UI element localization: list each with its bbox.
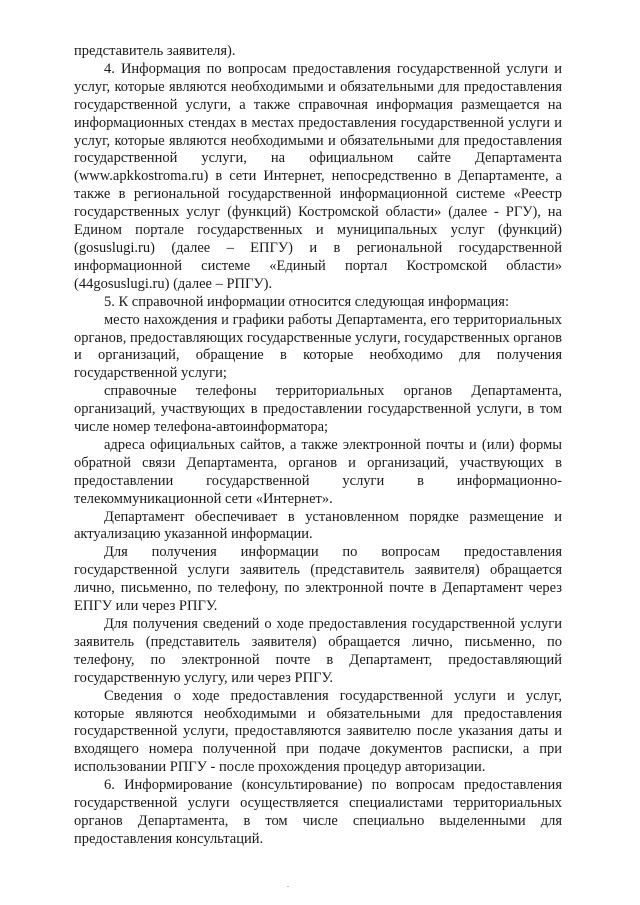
scan-speck [287,886,289,887]
paragraph-item-4-information-placement: 4. Информация по вопросам предоставления государственной услуги и услуг, которые являются необходимыми и обязательными для предоставления государственной услуги, а также справочная информация размещается на информационных стендах в местах предоставления государственной услуги и услуг, которые являются необходимыми и обязательными для предоставления государственной услуги, на официальном сайте Департамента (www.apkkostroma.ru) в сети Интернет, непосредственно в Департаменте, а также в региональной государственной информационной системе «Реестр государственных услуг (функций) Костромской области» (далее - РГУ), на Едином портале государственных и муниципальных услуг (функций) (gosuslugi.ru) (далее – ЕПГУ) и в региональной государственной информационной системе «Единый портал Костромской области» (44gosuslugi.ru) (далее – РПГУ). [74,60,562,292]
paragraph-item-6-consulting: 6. Информирование (консультирование) по вопросам предоставления государственной услуги осуществляется специалистами территориальных органов Департамента, в том числе специально выделенными для предоставления консультаций. [74,777,562,847]
paragraph-department-updates: Департамент обеспечивает в установленном порядке размещение и актуализацию указанной информации. [74,508,562,543]
paragraph-continuation: представитель заявителя). [74,43,236,59]
paragraph-reference-phones: справочные телефоны территориальных органов Департамента, организаций, участвующих в предоставлении государственной услуги, в том числе номер телефона-автоинформатора; [74,383,562,436]
paragraph-item-5-reference-info: 5. К справочной информации относится следующая информация: [104,293,510,310]
paragraph-official-websites: адреса официальных сайтов, а также электронной почты и (или) формы обратной связи Департамента, органов и организаций, участвующих в предоставлении государственной услуги в информационно-телекоммуникационной сети «Интернет». [74,436,562,507]
paragraph-progress-inquiry: Для получения сведений о ходе предоставления государственной услуги заявитель (представитель заявителя) обращается лично, письменно, по телефону, по электронной почте в Департамент, предоставляющий государственную услугу, или через РПГУ. [74,616,562,686]
paragraph-progress-details: Сведения о ходе предоставления государственной услуги и услуг, которые являются необходимыми и обязательными для предоставления государственной услуги, предоставляются заявителю после указания даты и входящего номера полученной при подаче документов расписки, а при использовании РПГУ - после прохождения процедур авторизации. [74,687,562,776]
paragraph-location-schedules: место нахождения и графики работы Департамента, его территориальных органов, предоставляющих государственные услуги, государственных органов и организаций, обращение в которые необходимо для получения государственной услуги; [74,311,562,382]
paragraph-obtaining-information: Для получения информации по вопросам предоставления государственной услуги заявитель (представитель заявителя) обращается лично, письменно, по телефону, по электронной почте в Департамент через ЕПГУ или через РПГУ. [74,544,562,615]
document-body [74,43,562,849]
